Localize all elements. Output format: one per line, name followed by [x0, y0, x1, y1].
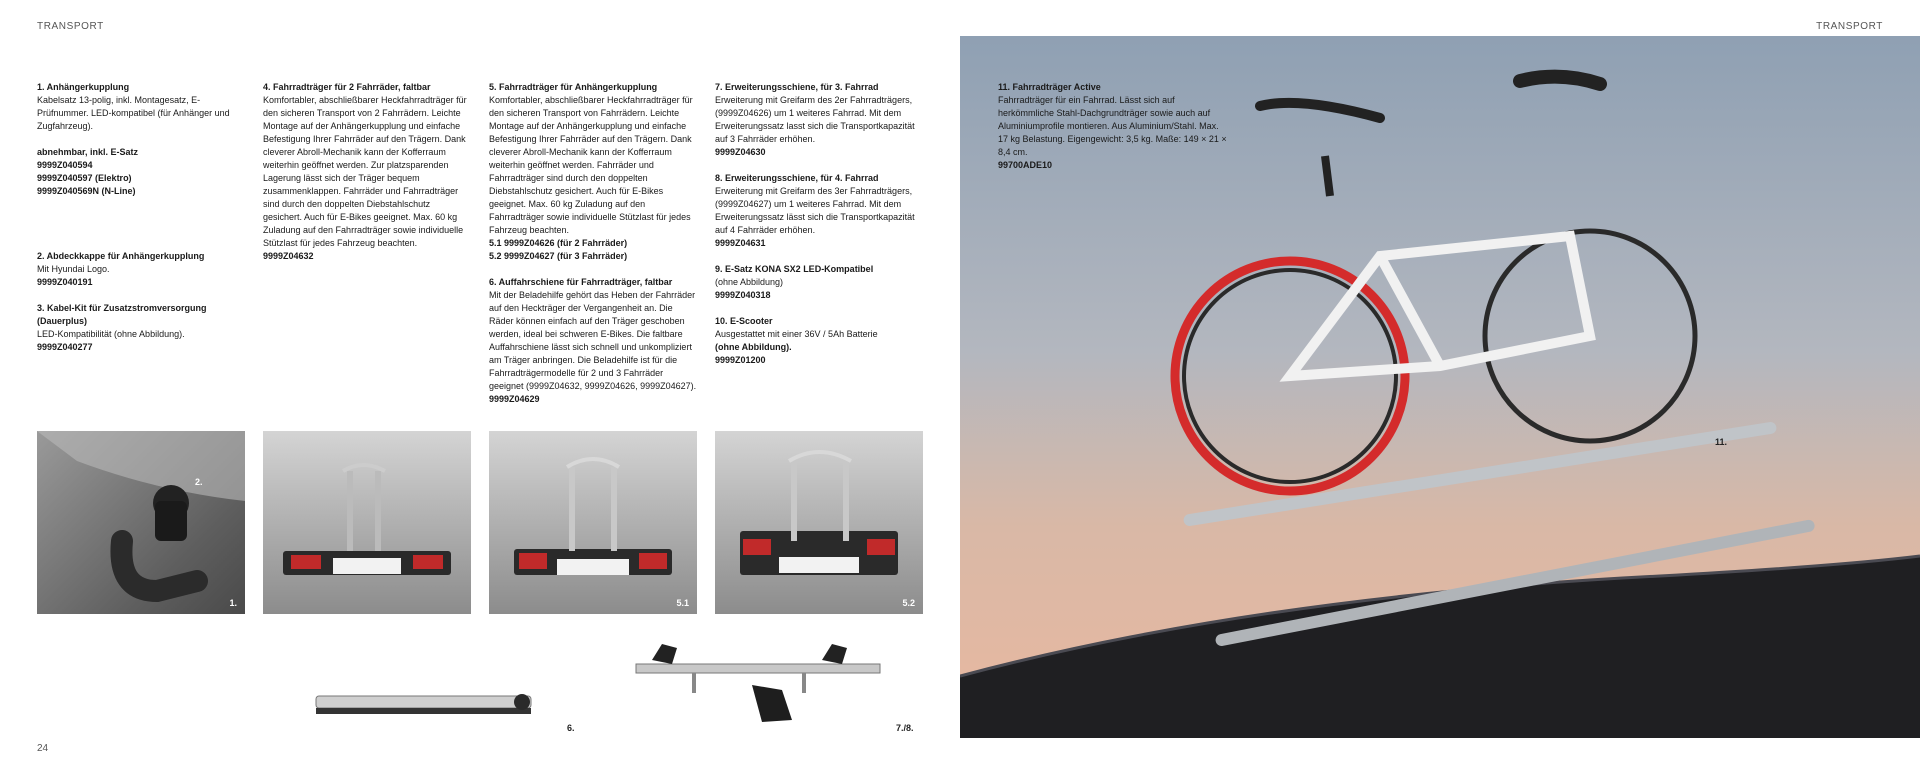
bike-carrier-illustration [263, 431, 471, 614]
item-code: (ohne Abbildung). [715, 342, 792, 352]
item-title: 6. Auffahrschiene für Fahrradträger, faltbar [489, 277, 673, 287]
photo-bike-carrier-5-2 [715, 431, 923, 614]
text-column-4 [715, 81, 923, 380]
item-code: 9999Z04631 [715, 238, 766, 248]
item-title: 1. Anhängerkupplung [37, 82, 130, 92]
item-body: (ohne Abbildung) [715, 277, 784, 287]
bike-carrier-illustration [489, 431, 697, 614]
photo-bike-carrier-2 [263, 431, 471, 614]
photo-bike-carrier-5-1 [489, 431, 697, 614]
item-code: 9999Z040277 [37, 342, 93, 352]
item-code: 9999Z04632 [263, 251, 314, 261]
photo-label: 5.2 [902, 598, 915, 608]
page-number: 24 [37, 743, 49, 754]
text-column-1 [37, 81, 245, 367]
item-body: Erweiterung mit Greifarm des 3er Fahrradträgers, (9999Z04627) um 1 weiteres Fahrrad. Mit dem Erweiterungssatz lässt sich die Transportkapazität auf 4 Fahrräder erhöhen. [715, 186, 915, 235]
item-title: 9. E-Satz KONA SX2 LED-Kompatibel [715, 264, 874, 274]
photo-label: 5.1 [676, 598, 689, 608]
item-code: 9999Z040594 [37, 160, 93, 170]
item-body: Mit der Beladehilfe gehört das Heben der Fahrräder auf den Heckträger der Vergangenheit an. Die Räder können einfach auf den Träger geschoben werden, ideal bei schweren E-Bikes. Die faltbare Auffahrschiene lässt sich schnell und unkompliziert am Träger anbringen. Die Beladehilfe ist für die Fahrradträgermodelle für 2 und 3 Fahrräder geeignet (9999Z04632, 9999Z04626, 9999Z04627). [489, 290, 697, 391]
item-body: Komfortabler, abschließbarer Heckfahrradträger für den sicheren Transport von 2 Fahrrädern. Leichte Montage auf der Anhängerkupplung und einfache Befestigung Ihrer Fahrräder auf den Trägern. Dank cleverer Abroll-Mechanik kann der Kofferraum weiterhin geöffnet werden. Zur platzsparenden Lagerung lässt sich der Träger bequem zusammenklappen. Fahrräder und Fahrradträger sind durch den doppelten Diebstahlschutz gesichert. Auch für E-Bikes geeignet. Max. 60 kg Zuladung auf den Fahrradträger sowie individuelle Stützlast für jedes Fahrzeug beachten. [263, 95, 467, 248]
text-column-3 [489, 81, 697, 419]
item-body: Ausgestattet mit einer 36V / 5Ah Batterie [715, 329, 878, 339]
towbar-illustration [37, 431, 245, 614]
item-code: 9999Z04630 [715, 147, 766, 157]
item-code: 99700ADE10 [998, 160, 1053, 170]
item-title: abnehmbar, inkl. E-Satz [37, 147, 139, 157]
product-info-11 [998, 81, 1228, 172]
item-title: 3. Kabel-Kit für Zusatzstromversorgung (Dauerplus) [37, 303, 207, 326]
header-left: TRANSPORT [37, 21, 104, 32]
item-body: Mit Hyundai Logo. [37, 264, 110, 274]
photo-towbar [37, 431, 245, 614]
item-title: 2. Abdeckkappe für Anhängerkupplung [37, 251, 205, 261]
photo-label: 2. [195, 477, 203, 487]
item-code: 5.1 9999Z04626 (für 2 Fahrräder) [489, 238, 628, 248]
item-body: LED-Kompatibilität (ohne Abbildung). [37, 329, 185, 339]
item-code: 5.2 9999Z04627 (für 3 Fahrräder) [489, 251, 628, 261]
photo-label: 11. [1715, 437, 1728, 447]
item-body: Kabelsatz 13-polig, inkl. Montagesatz, E-Prüfnummer. LED-kompatibel (für Anhänger und Zugfahrzeug). [37, 95, 230, 131]
photo-label: 6. [567, 723, 575, 733]
item-body: Erweiterung mit Greifarm des 2er Fahrradträgers, (9999Z04626) um 1 weiteres Fahrrad. Mit dem Erweiterungssatz lasst sich die Transportkapazität auf 3 Fahrräder erhöhen. [715, 95, 915, 144]
text-column-2 [263, 81, 471, 276]
header-right: TRANSPORT [1816, 21, 1883, 32]
item-code: 9999Z040318 [715, 290, 771, 300]
item-title: 7. Erweiterungsschiene, für 3. Fahrrad [715, 82, 879, 92]
item-code: 9999Z01200 [715, 355, 766, 365]
item-title: 10. E-Scooter [715, 316, 773, 326]
bike-carrier-illustration [715, 431, 923, 614]
item-body: Komfortabler, abschließbarer Heckfahrradträger für den sicheren Transport von Fahrrädern. Leichte Montage auf der Anhängerkupplung und einfache Befestigung Ihrer Fahrräder auf den Trägern. Dank cleverer Abroll-Mechanik kann der Kofferraum weiterhin geöffnet werden. Fahrräder und Fahrradträger sind durch den doppelten Diebstahlschutz gesichert. Auch für E-Bikes geeignet. Max. 60 kg Zuladung auf den Fahrradträger sowie individuelle Stützlast für jedes Fahrzeug beachten. [489, 95, 693, 235]
item-body: Fahrradträger für ein Fahrrad. Lässt sich auf herkömmliche Stahl-Dachgrundträger sowie auch auf Aluminiumprofile montieren. Aus Aluminium/Stahl. Max. 17 kg Belastung. Eigengewicht: 3,5 kg. Maße: 149 × 21 × 8,4 cm. [998, 95, 1227, 157]
item-code: 9999Z040569N (N-Line) [37, 186, 136, 196]
item-title: 8. Erweiterungsschiene, für 4. Fahrrad [715, 173, 879, 183]
item-title: 5. Fahrradträger für Anhängerkupplung [489, 82, 658, 92]
item-code: 9999Z040597 (Elektro) [37, 173, 132, 183]
item-code: 9999Z04629 [489, 394, 540, 404]
photo-label: 7./8. [896, 723, 914, 733]
item-title: 4. Fahrradträger für 2 Fahrräder, faltbar [263, 82, 431, 92]
item-title: 11. Fahrradträger Active [998, 82, 1101, 92]
extension-rail-illustration [632, 640, 887, 735]
item-code: 9999Z040191 [37, 277, 93, 287]
ramp-illustration [310, 680, 540, 730]
photo-label: 1. [229, 598, 237, 608]
